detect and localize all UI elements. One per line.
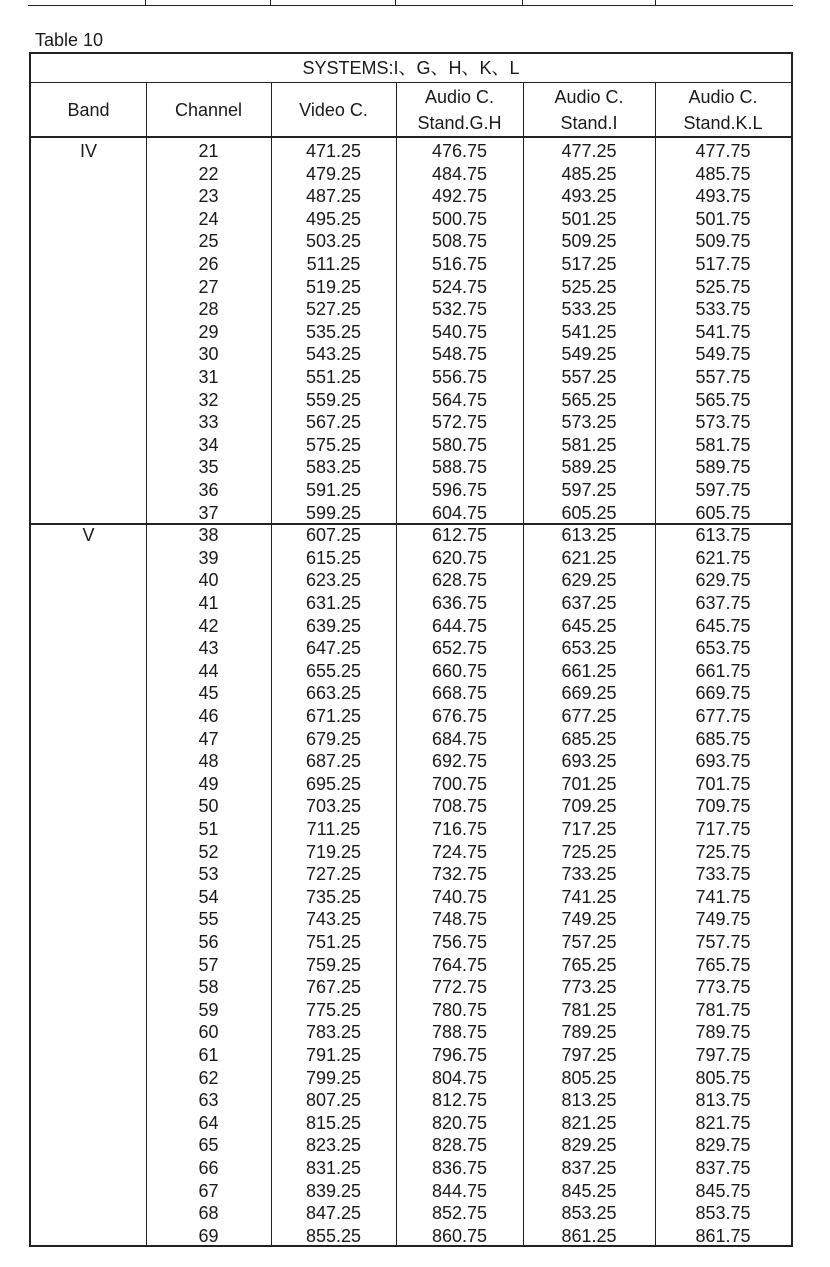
cell-audio-kl: 693.75 [695, 751, 751, 772]
cell-audio-i: 573.25 [561, 412, 617, 433]
cell-audio-kl: 789.75 [695, 1022, 751, 1043]
cell-audio-gh: 860.75 [431, 1225, 488, 1246]
top-rule-tick [395, 0, 396, 5]
header-audio-kl [655, 83, 791, 138]
cell-channel: 58 [198, 977, 219, 998]
header-audio-gh-line1: Audio C. [424, 86, 495, 107]
header-audio-gh-line2: Stand.G.H [417, 112, 502, 133]
cell-video: 479.25 [305, 163, 362, 184]
cell-channel: 44 [198, 660, 219, 681]
cell-video: 831.25 [305, 1158, 362, 1178]
cell-audio-gh: 636.75 [431, 593, 488, 613]
cell-channel: 68 [198, 1203, 219, 1224]
cell-channel: 23 [198, 186, 219, 207]
band-label: IV [79, 141, 97, 161]
cell-audio-i: 477.25 [561, 141, 617, 161]
cell-video: 591.25 [305, 480, 362, 500]
cell-audio-gh: 548.75 [431, 344, 488, 365]
cell-video: 719.25 [305, 841, 362, 862]
cell-audio-kl: 725.75 [695, 841, 751, 862]
cell-audio-gh: 588.75 [431, 457, 488, 478]
cell-audio-kl: 797.75 [695, 1045, 751, 1065]
cell-video: 855.25 [305, 1225, 362, 1246]
cell-video: 639.25 [305, 615, 362, 636]
cell-channel: 49 [198, 773, 219, 794]
cell-audio-kl: 781.75 [695, 999, 751, 1020]
cell-video: 647.25 [305, 638, 362, 659]
cell-audio-gh: 788.75 [431, 1022, 488, 1043]
cell-video: 551.25 [305, 367, 362, 387]
cell-audio-i: 629.25 [561, 570, 617, 591]
cell-audio-gh: 524.75 [431, 276, 488, 297]
cell-audio-kl: 677.75 [695, 706, 751, 726]
cell-video: 687.25 [305, 751, 362, 772]
cell-video: 631.25 [305, 593, 362, 613]
cell-audio-kl: 653.75 [695, 638, 751, 659]
cell-audio-gh: 684.75 [431, 728, 488, 749]
cell-audio-kl: 645.75 [695, 615, 751, 636]
cell-audio-kl: 741.75 [695, 886, 751, 907]
systems-title: SYSTEMS:I、G、H、K、L [31, 54, 791, 83]
header-audio-i [523, 83, 655, 138]
cell-audio-kl: 533.75 [695, 299, 751, 320]
cell-channel: 34 [198, 434, 219, 455]
cell-audio-gh: 668.75 [431, 683, 488, 704]
cell-video: 727.25 [305, 864, 362, 885]
cell-audio-gh: 780.75 [431, 999, 488, 1020]
cell-audio-gh: 476.75 [431, 141, 488, 161]
cell-channel: 57 [198, 954, 219, 975]
cell-audio-gh: 844.75 [431, 1180, 488, 1201]
cell-channel: 37 [198, 502, 219, 523]
top-rule-tick [270, 0, 271, 5]
cell-audio-i: 581.25 [561, 434, 617, 455]
cell-audio-gh: 596.75 [431, 480, 488, 500]
cell-video: 655.25 [305, 660, 362, 681]
cell-channel: 29 [198, 321, 219, 342]
cell-video: 759.25 [305, 954, 362, 975]
cell-audio-i: 725.25 [561, 841, 617, 862]
cell-audio-gh: 508.75 [431, 231, 488, 252]
cell-channel: 38 [198, 525, 219, 546]
cell-audio-gh: 612.75 [431, 525, 488, 546]
cell-video: 807.25 [305, 1090, 362, 1111]
cell-video: 487.25 [305, 186, 362, 207]
cell-audio-i: 701.25 [561, 773, 617, 794]
cell-audio-kl: 557.75 [695, 367, 751, 387]
cell-channel: 22 [198, 163, 219, 184]
cell-audio-i: 517.25 [561, 254, 617, 274]
cell-audio-kl: 541.75 [695, 321, 751, 342]
cell-audio-i: 669.25 [561, 683, 617, 704]
cell-video: 575.25 [305, 434, 362, 455]
cell-video: 607.25 [305, 525, 362, 546]
cell-audio-i: 821.25 [561, 1112, 617, 1133]
cell-channel: 32 [198, 389, 219, 410]
header-audio-i-line2: Stand.I [560, 112, 618, 133]
cell-audio-i: 653.25 [561, 638, 617, 659]
cell-video: 599.25 [305, 502, 362, 523]
cell-channel: 65 [198, 1135, 219, 1156]
cell-audio-kl: 621.75 [695, 547, 751, 568]
cell-audio-i: 773.25 [561, 977, 617, 998]
cell-audio-gh: 756.75 [431, 932, 488, 952]
cell-audio-kl: 589.75 [695, 457, 751, 478]
cell-channel: 27 [198, 276, 219, 297]
cell-video: 695.25 [305, 773, 362, 794]
cell-audio-gh: 764.75 [431, 954, 488, 975]
cell-audio-i: 709.25 [561, 796, 617, 817]
cell-audio-i: 733.25 [561, 864, 617, 885]
cell-audio-gh: 492.75 [431, 186, 488, 207]
cell-video: 615.25 [305, 547, 362, 568]
table-caption: Table 10 [35, 30, 104, 50]
cell-video: 543.25 [305, 344, 362, 365]
cell-audio-i: 677.25 [561, 706, 617, 726]
cell-audio-kl: 765.75 [695, 954, 751, 975]
cell-video: 663.25 [305, 683, 362, 704]
cell-channel: 47 [198, 728, 219, 749]
top-rule-tick [145, 0, 146, 5]
cell-channel: 40 [198, 570, 219, 591]
cell-channel: 21 [198, 141, 219, 161]
cell-audio-i: 717.25 [561, 819, 617, 839]
cell-video: 559.25 [305, 389, 362, 410]
cell-audio-i: 813.25 [561, 1090, 617, 1111]
cell-audio-gh: 812.75 [431, 1090, 488, 1111]
cell-audio-i: 493.25 [561, 186, 617, 207]
cell-audio-kl: 477.75 [695, 141, 751, 161]
cell-audio-i: 805.25 [561, 1067, 617, 1088]
cell-audio-gh: 660.75 [431, 660, 488, 681]
cell-audio-kl: 549.75 [695, 344, 751, 365]
cell-audio-kl: 837.75 [695, 1158, 751, 1178]
cell-audio-gh: 748.75 [431, 909, 488, 930]
cell-audio-i: 533.25 [561, 299, 617, 320]
cell-channel: 64 [198, 1112, 219, 1133]
cell-audio-gh: 724.75 [431, 841, 488, 862]
header-video-label: Video C. [299, 99, 368, 120]
header-audio-kl-line2: Stand.K.L [683, 112, 763, 133]
cell-audio-i: 845.25 [561, 1180, 617, 1201]
cell-audio-kl: 597.75 [695, 480, 751, 500]
cell-video: 519.25 [305, 276, 362, 297]
cell-audio-i: 597.25 [561, 480, 617, 500]
cell-audio-kl: 517.75 [695, 254, 751, 274]
cell-audio-kl: 669.75 [695, 683, 751, 704]
cell-audio-i: 589.25 [561, 457, 617, 478]
cell-audio-kl: 717.75 [695, 819, 751, 839]
cell-channel: 31 [198, 367, 219, 387]
cell-audio-gh: 532.75 [431, 299, 488, 320]
cell-audio-i: 557.25 [561, 367, 617, 387]
cell-audio-i: 853.25 [561, 1203, 617, 1224]
cell-audio-i: 637.25 [561, 593, 617, 613]
cell-channel: 35 [198, 457, 219, 478]
cell-audio-kl: 821.75 [695, 1112, 751, 1133]
cell-video: 791.25 [305, 1045, 362, 1065]
cell-video: 767.25 [305, 977, 362, 998]
cell-audio-gh: 708.75 [431, 796, 488, 817]
cell-channel: 33 [198, 412, 219, 433]
cell-audio-i: 765.25 [561, 954, 617, 975]
cell-channel: 56 [198, 932, 219, 952]
top-rule-tick [522, 0, 523, 5]
cell-channel: 66 [198, 1158, 219, 1178]
cell-audio-kl: 573.75 [695, 412, 751, 433]
cell-channel: 46 [198, 706, 219, 726]
header-band [31, 83, 146, 138]
cell-audio-i: 829.25 [561, 1135, 617, 1156]
cell-channel: 30 [198, 344, 219, 365]
cell-audio-gh: 820.75 [431, 1112, 488, 1133]
band-label: V [82, 525, 95, 546]
cell-video: 743.25 [305, 909, 362, 930]
cell-channel: 60 [198, 1022, 219, 1043]
cell-audio-kl: 605.75 [695, 502, 751, 523]
header-audio-gh [396, 83, 523, 138]
cell-audio-kl: 509.75 [695, 231, 751, 252]
cell-audio-kl: 501.75 [695, 208, 751, 229]
cell-channel: 62 [198, 1067, 219, 1088]
cell-audio-gh: 620.75 [431, 547, 488, 568]
cell-audio-i: 789.25 [561, 1022, 617, 1043]
top-rule [28, 5, 793, 6]
cell-video: 735.25 [305, 886, 362, 907]
cell-video: 711.25 [306, 819, 361, 839]
cell-audio-i: 693.25 [561, 751, 617, 772]
cell-audio-i: 781.25 [561, 999, 617, 1020]
cell-audio-kl: 773.75 [695, 977, 751, 998]
cell-video: 471.25 [305, 141, 362, 161]
cell-audio-kl: 613.75 [695, 525, 751, 546]
cell-audio-gh: 804.75 [431, 1067, 488, 1088]
header-audio-i-line1: Audio C. [554, 86, 624, 107]
cell-audio-kl: 637.75 [695, 593, 751, 613]
cell-audio-gh: 652.75 [431, 638, 488, 659]
cell-audio-gh: 852.75 [431, 1203, 488, 1224]
cell-channel: 48 [198, 751, 219, 772]
cell-audio-kl: 493.75 [695, 186, 751, 207]
header-band-label: Band [67, 99, 110, 120]
cell-channel: 61 [198, 1045, 219, 1065]
cell-audio-gh: 740.75 [431, 886, 488, 907]
cell-audio-i: 613.25 [561, 525, 617, 546]
cell-audio-gh: 572.75 [431, 412, 488, 433]
cell-audio-gh: 716.75 [431, 819, 488, 839]
cell-channel: 24 [198, 208, 219, 229]
cell-video: 799.25 [305, 1067, 362, 1088]
cell-channel: 45 [198, 683, 219, 704]
cell-audio-i: 661.25 [561, 660, 617, 681]
cell-channel: 53 [198, 864, 219, 885]
cell-video: 839.25 [305, 1180, 362, 1201]
cell-channel: 52 [198, 841, 219, 862]
cell-channel: 26 [198, 254, 219, 274]
cell-audio-gh: 836.75 [431, 1158, 488, 1178]
cell-audio-kl: 861.75 [695, 1225, 751, 1246]
cell-audio-i: 485.25 [561, 163, 617, 184]
cell-channel: 36 [198, 480, 219, 500]
cell-channel: 63 [198, 1090, 219, 1111]
cell-audio-gh: 628.75 [431, 570, 488, 591]
cell-audio-i: 749.25 [561, 909, 617, 930]
cell-video: 815.25 [305, 1112, 362, 1133]
cell-audio-kl: 525.75 [695, 276, 751, 297]
cell-audio-i: 741.25 [561, 886, 617, 907]
frequency-table [29, 52, 793, 1247]
cell-audio-kl: 709.75 [695, 796, 751, 817]
cell-audio-i: 645.25 [561, 615, 617, 636]
cell-channel: 41 [198, 593, 219, 613]
cell-channel: 55 [198, 909, 219, 930]
cell-video: 495.25 [305, 208, 362, 229]
cell-audio-gh: 644.75 [431, 615, 488, 636]
cell-audio-kl: 701.75 [695, 773, 751, 794]
cell-audio-gh: 484.75 [431, 163, 488, 184]
cell-audio-kl: 565.75 [695, 389, 751, 410]
header-audio-kl-line1: Audio C. [688, 86, 758, 107]
cell-audio-i: 509.25 [561, 231, 617, 252]
cell-video: 671.25 [305, 706, 362, 726]
cell-video: 511.25 [306, 254, 361, 274]
cell-video: 783.25 [305, 1022, 362, 1043]
cell-video: 567.25 [305, 412, 362, 433]
cell-video: 679.25 [305, 728, 362, 749]
cell-audio-kl: 581.75 [695, 434, 751, 455]
cell-channel: 51 [198, 819, 219, 839]
cell-audio-i: 621.25 [561, 547, 617, 568]
cell-audio-gh: 556.75 [431, 367, 488, 387]
cell-audio-kl: 749.75 [695, 909, 751, 930]
cell-audio-i: 837.25 [561, 1158, 617, 1178]
cell-video: 823.25 [305, 1135, 362, 1156]
cell-audio-gh: 772.75 [431, 977, 488, 998]
cell-audio-gh: 580.75 [431, 434, 488, 455]
cell-audio-kl: 629.75 [695, 570, 751, 591]
cell-channel: 50 [198, 796, 219, 817]
cell-audio-gh: 564.75 [431, 389, 488, 410]
cell-channel: 67 [198, 1180, 219, 1201]
cell-video: 703.25 [305, 796, 362, 817]
cell-video: 751.25 [305, 932, 362, 952]
cell-audio-gh: 700.75 [431, 773, 488, 794]
cell-audio-gh: 516.75 [431, 254, 488, 274]
cell-audio-kl: 845.75 [695, 1180, 751, 1201]
cell-audio-kl: 485.75 [695, 163, 751, 184]
cell-channel: 59 [198, 999, 219, 1020]
cell-audio-kl: 829.75 [695, 1135, 751, 1156]
cell-audio-gh: 732.75 [431, 864, 488, 885]
cell-video: 535.25 [305, 321, 362, 342]
cell-audio-i: 757.25 [561, 932, 617, 952]
cell-video: 583.25 [305, 457, 362, 478]
header-video [271, 83, 396, 138]
cell-channel: 43 [198, 638, 219, 659]
cell-audio-i: 605.25 [561, 502, 617, 523]
cell-audio-i: 861.25 [561, 1225, 617, 1246]
cell-audio-i: 797.25 [561, 1045, 617, 1065]
cell-video: 503.25 [305, 231, 362, 252]
cell-channel: 54 [198, 886, 219, 907]
cell-audio-i: 549.25 [561, 344, 617, 365]
cell-channel: 42 [198, 615, 219, 636]
cell-channel: 25 [198, 231, 219, 252]
cell-audio-kl: 853.75 [695, 1203, 751, 1224]
header-channel-label: Channel [174, 99, 243, 120]
cell-video: 847.25 [305, 1203, 362, 1224]
cell-audio-i: 501.25 [561, 208, 617, 229]
cell-audio-i: 565.25 [561, 389, 617, 410]
cell-audio-kl: 685.75 [695, 728, 751, 749]
cell-audio-gh: 540.75 [431, 321, 488, 342]
cell-audio-kl: 661.75 [695, 660, 751, 681]
cell-audio-kl: 733.75 [695, 864, 751, 885]
top-rule-tick [655, 0, 656, 5]
cell-audio-kl: 757.75 [695, 932, 751, 952]
cell-channel: 39 [198, 547, 219, 568]
cell-audio-i: 541.25 [561, 321, 617, 342]
cell-video: 527.25 [305, 299, 362, 320]
cell-audio-i: 525.25 [561, 276, 617, 297]
cell-video: 775.25 [305, 999, 362, 1020]
cell-audio-i: 685.25 [561, 728, 617, 749]
cell-channel: 28 [198, 299, 219, 320]
cell-audio-gh: 676.75 [431, 706, 488, 726]
cell-channel: 69 [198, 1225, 219, 1246]
cell-audio-kl: 805.75 [695, 1067, 751, 1088]
cell-audio-gh: 604.75 [431, 502, 488, 523]
cell-audio-gh: 796.75 [431, 1045, 488, 1065]
cell-audio-gh: 828.75 [431, 1135, 488, 1156]
cell-audio-gh: 500.75 [431, 208, 488, 229]
header-channel [146, 83, 271, 138]
cell-audio-kl: 813.75 [695, 1090, 751, 1111]
cell-audio-gh: 692.75 [431, 751, 488, 772]
cell-video: 623.25 [305, 570, 362, 591]
